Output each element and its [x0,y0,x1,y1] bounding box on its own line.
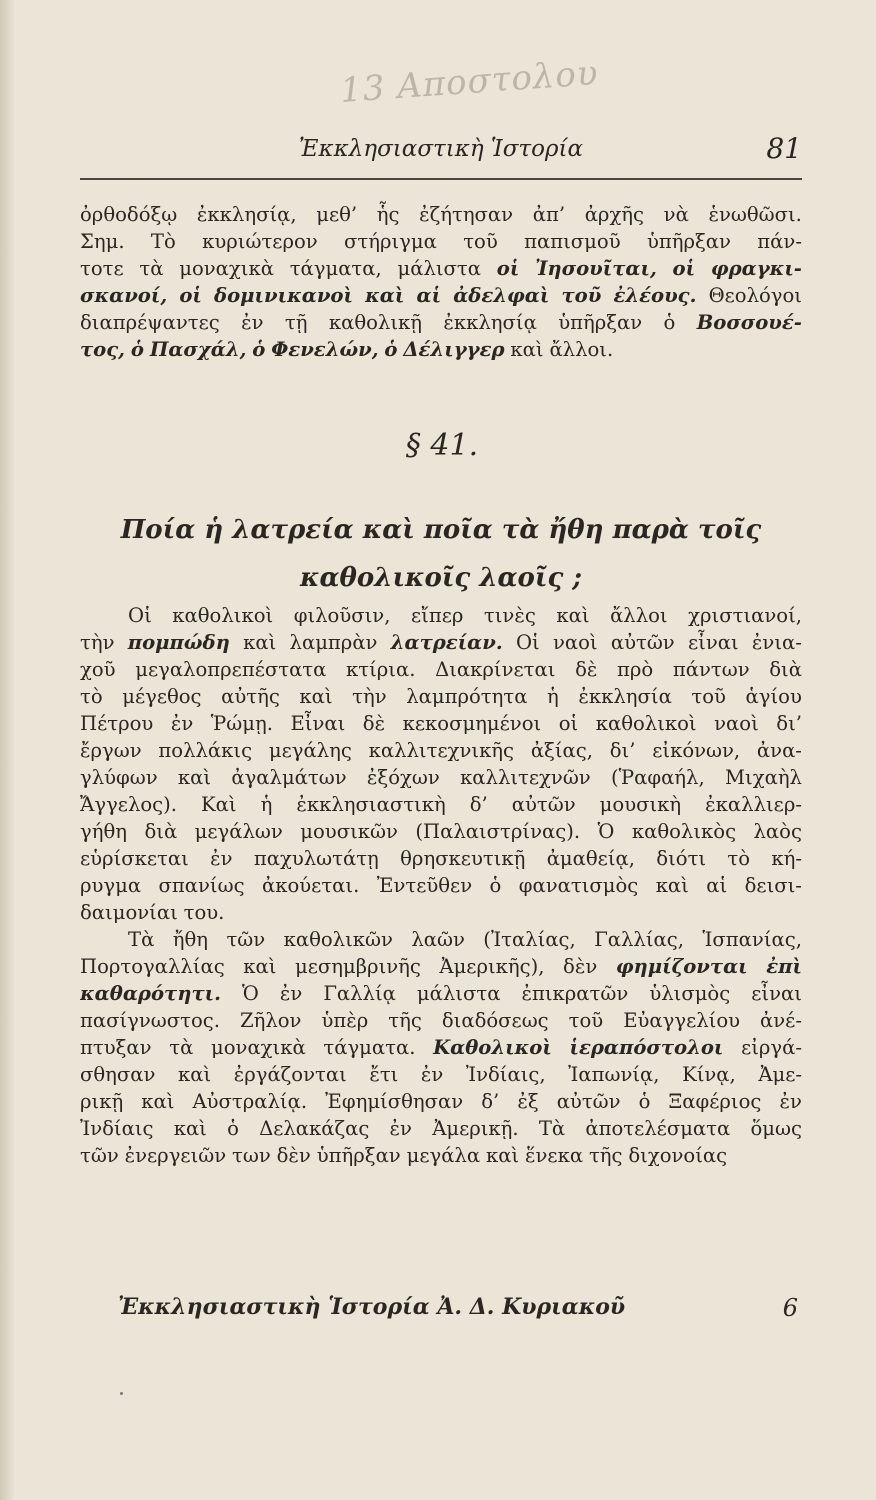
word: ἐκκλησιαστικὴ [296,793,446,816]
word: ὁ [638,1090,651,1113]
word: ἄλλοι [610,604,668,627]
word: ἐν [170,712,194,735]
text-line [80,255,802,282]
word: στήριγμα [344,230,437,253]
text-line [80,980,802,1007]
word: ἐργάζονται [233,1063,347,1086]
word: τοῦ [561,284,602,307]
word: καὶ [485,1144,520,1167]
word: δὲν [276,1144,311,1167]
word: ἀνα- [756,739,802,762]
word: τὸ [80,685,103,708]
page-edge-shadow [0,0,14,1500]
word: ἐν [279,982,303,1005]
word: Ἀμε- [758,1063,802,1086]
word: ἐπὶ [766,955,802,978]
word: τοῦ [463,230,498,253]
word: τὰ [169,1036,194,1059]
word: ἐξόχων [366,766,440,789]
word: διὰ [144,820,178,843]
word: καλλιτεχνικῆς [368,739,515,762]
word: ἔτι [369,1063,399,1086]
word: μοναχικὰ [211,1036,306,1059]
word: ἡ [547,685,559,708]
word: εἴπερ [410,604,464,627]
word: Μιχαὴλ [724,766,802,789]
word: Ῥώμῃ. [210,712,273,735]
word: ἄλλοι. [549,338,614,361]
word: Δέλιγγερ [403,338,505,361]
word: μουσικῶν [300,820,398,843]
word: ἀκούεται. [261,874,360,897]
word: διαπρέψαντες [80,311,220,334]
word: Τὸ [150,230,176,253]
word: Πορτογαλλίας [80,955,225,978]
word: Κίνᾳ, [682,1063,736,1086]
word: ἐνια- [751,631,802,654]
text-line [80,1142,802,1169]
word: τάγματα. [323,1036,416,1059]
text-line [80,1061,802,1088]
word: φανατισμὸς [518,874,639,897]
word: τὴν [80,631,115,654]
word: Γαλλίας, [594,928,684,951]
text-line [80,1034,802,1061]
page-number: 81 [766,132,802,165]
word: ναοὶ [714,712,759,735]
handwritten-margin-note: 13 Αποστολου [338,53,600,111]
text-line [80,656,802,683]
running-title: Ἐκκλησιαστικὴ Ἱστορία [298,136,584,162]
body-paragraph-2 [80,926,802,1169]
word: ἔργων [80,739,142,762]
word: λαμπρότητα [406,685,528,708]
word: τος, [80,338,126,361]
word: τὸ [727,847,751,870]
word: μουσικὴ [599,793,682,816]
footer-book-title: Ἐκκλησιαστικὴ Ἱστορία Ἀ. Δ. Κυριακοῦ [118,1294,626,1320]
word: ἀδελφαὶ [453,284,550,307]
word: οἱ [558,712,579,735]
word: πασίγνωστος. [80,1009,220,1032]
word: πολλάκις [158,739,253,762]
word: τοτε [80,257,124,280]
word: χοῦ [80,658,116,681]
word: Ἰαπωνίᾳ, [568,1063,660,1086]
word: Ἐφημίσθησαν [325,1090,464,1113]
word: ὁ [663,311,676,334]
word: πτυξαν [80,1036,152,1059]
word: καθολικοὶ [595,712,697,735]
word: κτίρια. [346,658,416,681]
word: αὐτῶν [610,631,675,654]
word: τῇ [284,311,308,334]
word: Τὰ [128,928,155,951]
word: Εὐαγγελίου [623,1009,741,1032]
word: ἱεραπόστολοι [569,1036,724,1059]
word: Ὁ [597,820,615,843]
word: Ὁ [241,982,259,1005]
word: ρικῇ [80,1090,124,1113]
word: ρυγμα [80,874,142,897]
word: δαιμονίαι [80,901,178,924]
text-line [80,336,802,363]
word: ὑπῆρξαν [558,311,643,334]
word: λαῶν [411,928,465,951]
word: καὶ [556,604,590,627]
word: ἐν [241,311,264,334]
word: ἐκκλησίᾳ [443,311,537,334]
word: ἐκαλλιερ- [705,793,802,816]
word: Καθολικοὶ [433,1036,552,1059]
word: ἐπικρατῶν [521,982,629,1005]
word: Ἰνδίαις, [465,1063,546,1086]
word: τῆς [388,1009,422,1032]
word: εἰργά- [741,1036,802,1059]
word: λατρείαν. [390,631,503,654]
word: μεγάλα [406,1144,481,1167]
word: Ἄγγελος). [80,793,178,816]
word: Εἶναι [290,712,346,735]
word: κεκοσμημένοι [402,712,542,735]
word: αἱ [706,874,728,897]
word: ἀμαθείᾳ, [546,847,635,870]
word: νὰ [663,203,689,226]
text-line [80,737,802,764]
word: καὶ [177,1063,212,1086]
word: δὲν [563,955,598,978]
word: χριστιανοί, [688,604,802,627]
word: μεσημβρινῆς [294,955,421,978]
text-line [80,791,802,818]
signature-mark: 6 [782,1294,798,1322]
word: ὁ [227,1117,239,1140]
word: ἐλέους. [613,284,697,307]
word: πάν- [757,230,802,253]
section-title-line: καθολικοῖς λαοῖς ; [300,563,582,593]
word: μεγάλων [194,820,283,843]
word: Σημ. [80,230,125,253]
word: αὐτῆς [221,685,280,708]
text-line [80,309,802,336]
word: ἐν [420,1063,444,1086]
word: ὁ [130,338,144,361]
running-header [80,132,802,174]
word: μεθ’ [316,203,358,226]
word: του. [183,901,225,924]
word: (Παλαιστρίνας). [415,820,581,843]
word: ἀξίας, [530,739,593,762]
word: καὶ [173,1117,207,1140]
text-line [80,1115,802,1142]
word: εἶναι [751,982,802,1005]
word: Ἰησουῖται, [535,257,657,280]
word: ἕνεκα [525,1144,584,1167]
word: πρὸ [617,658,654,681]
section-title [80,506,802,602]
word: δεισι- [744,874,802,897]
text-line [80,201,802,228]
text-line [80,602,802,629]
text-line [80,845,802,872]
word: πομπώδη [127,631,230,654]
word: μάλιστα [416,982,501,1005]
word: καὶ [510,338,544,361]
word: αὐτῶν [556,1090,621,1113]
word: εἰκόνων, [652,739,741,762]
word: Φενελών, [271,338,379,361]
word: καθαρότητι. [80,982,221,1005]
text-line [80,953,802,980]
word: Αὐστραλίᾳ. [192,1090,308,1113]
word: τοῦ [568,1009,604,1032]
word: σπανίως [158,874,245,897]
word: Πέτρου [80,712,154,735]
word: μέγεθος [122,685,202,708]
word: ἧς [376,203,400,226]
word: ἤθη [172,928,209,951]
word: τὰ [139,257,164,280]
word: Τὰ [538,1117,566,1140]
top-paragraph [80,201,802,363]
word: οἱ [672,257,696,280]
text-line [80,629,802,656]
word: καὶ [299,685,333,708]
word: καλλιτεχνῶν [460,766,591,789]
ink-speck [120,1392,123,1395]
word: καὶ [141,1090,175,1113]
word: δι’ [609,739,636,762]
word: διχονοίας [628,1144,728,1167]
word: Καὶ [201,793,237,816]
word: Δελακάζας [259,1117,370,1140]
word: καὶ [655,874,689,897]
word: τῶν [80,1144,119,1167]
word: τῶν [226,928,266,951]
word: Οἱ [128,604,152,627]
word: ἐξ [517,1090,539,1113]
word: ἐν [210,847,233,870]
text-line [80,1007,802,1034]
word: καὶ [243,631,277,654]
word: οἱ [496,257,520,280]
word: τὴν [352,685,387,708]
word: (Ῥαφαήλ, [611,766,705,789]
word: διαδόσεως [441,1009,549,1032]
word: διότι [656,847,707,870]
word: Ἰνδίαις [80,1117,154,1140]
word: ἐκκλησία [578,685,672,708]
word: γήθη [80,820,127,843]
word: ἐζήτησαν [419,203,514,226]
word: Οἱ [515,631,540,654]
word: πάντων [672,658,750,681]
word: λαὸς [753,820,802,843]
word: καὶ [177,766,212,789]
word: ἀρχῆς [584,203,645,226]
word: δ’ [481,1090,500,1113]
word: ἐν [779,1090,802,1113]
word: (Ἰταλίας, [483,928,576,951]
word: αὐτῶν [511,793,576,816]
word: ἐνεργειῶν [124,1144,227,1167]
word: ναοὶ [552,631,598,654]
word: γλύφων [80,766,158,789]
word: δι’ [776,712,802,735]
word: θρησκευτικῇ [400,847,526,870]
word: ἀπ’ [532,203,566,226]
text-line [80,1088,802,1115]
word: Ἀμερικῇ. [432,1117,519,1140]
word: τινὲς [483,604,536,627]
word: μάλιστα [397,257,481,280]
text-line [80,683,802,710]
word: ὑλισμὸς [649,982,731,1005]
word: εὑρίσκεται [80,847,189,870]
section-title-line: Ποία ἡ λατρεία καὶ ποῖα τὰ ἤθη παρὰ τοῖς [120,515,762,545]
text-line [80,282,802,309]
word: ὀρθοδόξῳ [80,203,178,226]
word: καθολικὸς [631,820,737,843]
word: σθησαν [80,1063,156,1086]
word: ὑπῆρξαν [646,230,731,253]
text-line [80,764,802,791]
text-line [80,899,802,926]
word: των [232,1144,271,1167]
word: Γαλλίᾳ [323,982,396,1005]
text-line [80,710,802,737]
word: μεγαλοπρεπέστατα [135,658,327,681]
body-paragraph [80,602,802,926]
word: φημίζονται [615,955,748,978]
word: τοῦ [691,685,726,708]
word: παπισμοῦ [524,230,621,253]
word: ἀγαλμάτων [231,766,347,789]
word: εἶναι [687,631,739,654]
word: διὰ [769,658,802,681]
word: τάγματα, [289,257,382,280]
text-line [80,926,802,953]
word: καθολικῶν [283,928,393,951]
word: ὁ [489,874,502,897]
header-rule [80,178,802,180]
word: λαμπρὰν [289,631,378,654]
word: κή- [771,847,802,870]
word: ὑπῆρξαν [316,1144,401,1167]
word: μοναχικὰ [179,257,274,280]
word: καθολικοὶ [172,604,274,627]
page-footer [118,1294,802,1330]
word: ἀνέ- [760,1009,802,1032]
text-line [80,872,802,899]
word: ἐν [389,1117,412,1140]
word: Ἐντεῦθεν [376,874,473,897]
word: τῆς [588,1144,623,1167]
word: δομινικανοὶ [214,284,353,307]
section-number: § 41. [405,428,479,463]
word: φραγκι- [710,257,802,280]
word: ἡ [260,793,273,816]
word: φιλοῦσιν, [293,604,391,627]
word: Ἱσπανίας, [702,928,802,951]
word: αἱ [416,284,442,307]
word: Ἀμερικῆς), [439,955,545,978]
word: καὶ [365,284,405,307]
word: καὶ [243,955,277,978]
word: ἐκκλησίᾳ, [196,203,297,226]
word: ἀποτελέσματα [585,1117,731,1140]
word: δ’ [469,793,488,816]
word: κυριώτερον [202,230,318,253]
word: Ξαφέριος [668,1090,762,1113]
word: Θεολόγοι [708,284,802,307]
word: ἑνωθῶσι. [708,203,802,226]
word: ὑπὲρ [321,1009,369,1032]
word: ὁ [384,338,398,361]
word: Πασχάλ, [149,338,247,361]
word: παχυλωτάτῃ [253,847,379,870]
text-line [80,818,802,845]
text-line [80,228,802,255]
word: δὲ [575,658,598,681]
word: δὲ [362,712,386,735]
word: Ζῆλον [239,1009,302,1032]
word: Βοσσουέ- [696,311,802,334]
word: ὅμως [750,1117,802,1140]
word: σκανοί, [80,284,168,307]
word: μεγάλης [268,739,352,762]
word: ἁγίου [745,685,802,708]
word: οἱ [179,284,202,307]
word: καθολικῇ [328,311,423,334]
word: ὁ [252,338,266,361]
word: Διακρίνεται [435,658,556,681]
